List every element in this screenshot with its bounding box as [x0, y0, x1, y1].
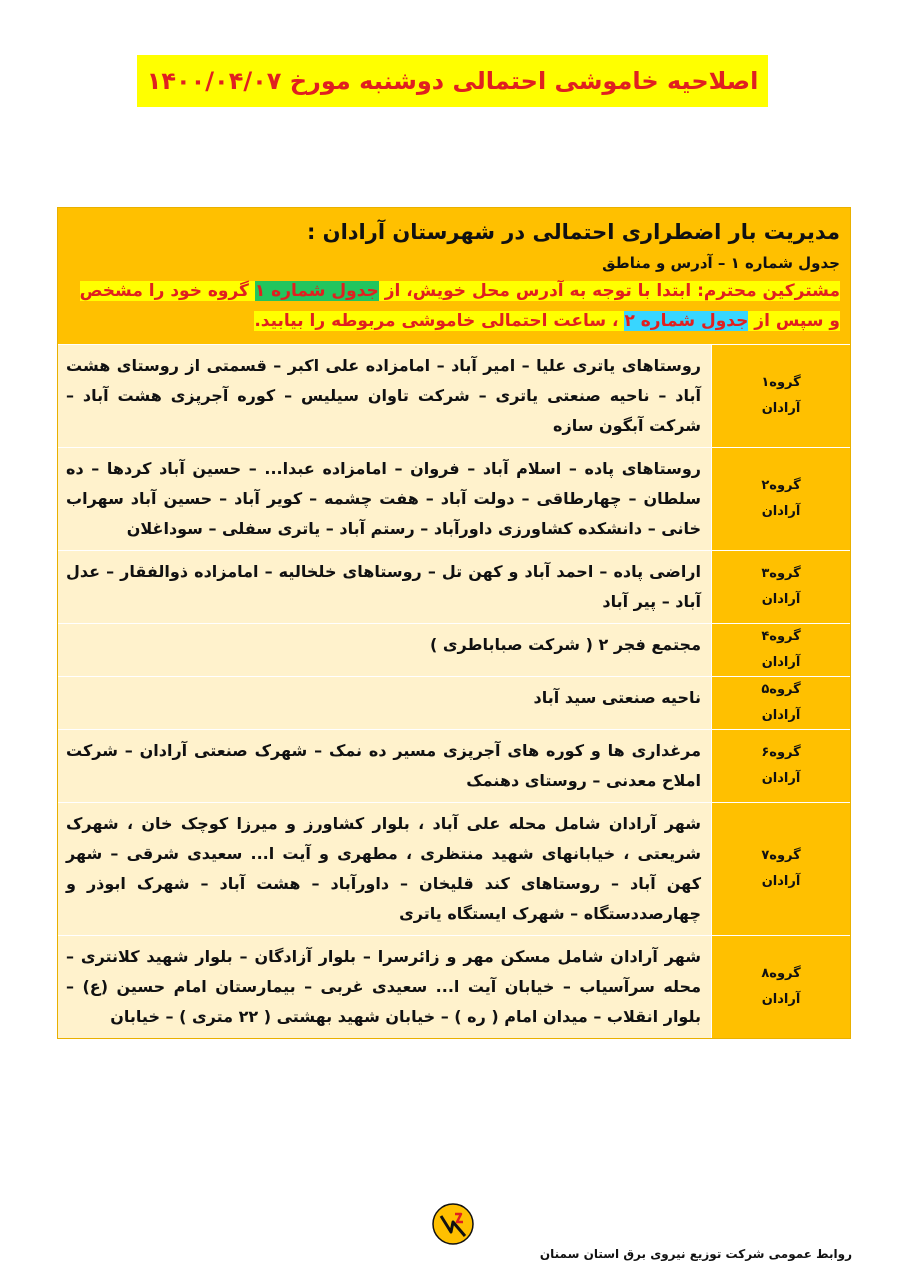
group-cell: [711, 345, 850, 447]
group-city: آرادان: [761, 401, 801, 416]
group-city: آرادان: [761, 655, 801, 670]
areas-cell: ناحیه صنعتی سید آباد: [58, 677, 711, 729]
table-row: [58, 550, 850, 623]
areas-cell: شهر آرادان شامل مسکن مهر و زائرسرا – بلوار آزادگان – بلوار شهید کلانتری – محله سرآسیاب – خیابان آیت ا... سعیدی غربی – بیمارستان امام حسین (ع) – بلوار انقلاب – میدان امام ( ره ) – خیابان شهید بهشتی ( ۲۲ متری ) – خیابان: [58, 936, 711, 1038]
areas-cell: روستاهای یاتری علیا – امیر آباد – امامزاده علی اکبر – قسمتی از روستای هشت آباد – ناحیه صنعتی یاتری – شرکت تاوان سیلیس – کوره آجرپزی هشت آباد – شرکت آبگون سازه: [58, 345, 711, 447]
table-row: [58, 447, 850, 550]
group-city: آرادان: [761, 708, 801, 723]
group-label: گروه۱: [761, 375, 801, 390]
group-label: گروه۲: [761, 478, 801, 493]
group-label: گروه۴: [761, 629, 801, 644]
table-header: [58, 208, 850, 344]
group-cell: [711, 730, 850, 802]
logo-wrap: [423, 1202, 475, 1250]
table-row: [58, 935, 850, 1038]
table-row: [58, 344, 850, 447]
table-heading: مدیریت بار اضطراری احتمالی در شهرستان آرادان :: [306, 220, 840, 244]
table-subheading: جدول شماره ۱ – آدرس و مناطق: [602, 254, 840, 272]
table-row: [58, 802, 850, 935]
page-title: اصلاحیه خاموشی احتمالی دوشنبه مورخ ۱۴۰۰/۰۴/۰۷: [137, 55, 769, 107]
group-city: آرادان: [761, 992, 801, 1007]
title-wrap: [0, 55, 905, 107]
areas-cell: شهر آرادان شامل محله علی آباد ، بلوار کشاورز و میرزا کوچک خان ، شهرک شریعتی ، خیابانهای شهید منتظری ، مطهری و آیت ا... سعیدی شرقی – شهر کهن آباد – روستاهای کند قلیخان – داورآباد – هشت آباد – شهرک ابوذر و چهارصددستگاه – شهرک ایستگاه یاتری: [58, 803, 711, 935]
areas-cell: مرغداری ها و کوره های آجرپزی مسیر ده نمک – شهرک صنعتی آرادان – شرکت املاح معدنی – روستای دهنمک: [58, 730, 711, 802]
areas-cell: روستاهای پاده – اسلام آباد – فروان – امامزاده عبدا... – حسین آباد کردها – ده سلطان – چهارطاقی – دولت آباد – هفت چشمه – کویر آباد – حسین آباد سهراب خانی – دانشکده کشاورزی داورآباد – رستم آباد – یاتری سفلی – سوداغلان: [58, 448, 711, 550]
group-city: آرادان: [761, 874, 801, 889]
outage-table: [57, 207, 851, 1039]
group-city: آرادان: [761, 504, 801, 519]
group-cell: [711, 448, 850, 550]
group-label: گروه۳: [761, 566, 801, 581]
electricity-logo-icon: [431, 1202, 475, 1246]
group-cell: [711, 803, 850, 935]
notice-text: [68, 276, 840, 336]
table-row: [58, 729, 850, 802]
areas-cell: مجتمع فجر ۲ ( شرکت صباباطری ): [58, 624, 711, 676]
group-cell: [711, 936, 850, 1038]
table-row: [58, 676, 850, 729]
group-label: گروه۸: [761, 966, 801, 981]
group-cell: [711, 677, 850, 729]
group-city: آرادان: [761, 771, 801, 786]
group-label: گروه۷: [761, 848, 801, 863]
notice-part2: گروه خود را مشخص و سپس از: [79, 281, 840, 331]
group-cell: [711, 624, 850, 676]
notice-highlight-table1: جدول شماره ۱: [254, 281, 379, 301]
footer-text: روابط عمومی شرکت توزیع نیروی برق استان سمنان: [539, 1247, 852, 1261]
group-label: گروه۵: [761, 682, 801, 697]
footer: [540, 1246, 860, 1262]
notice-part1: مشترکین محترم: ابتدا با توجه به آدرس محل خویش، از: [378, 281, 840, 301]
group-label: گروه۶: [761, 745, 801, 760]
table-row: [58, 623, 850, 676]
notice-highlight-table2: جدول شماره ۲: [624, 311, 749, 331]
areas-cell: اراضی پاده – احمد آباد و کهن تل – روستاهای خلخالیه – امامزاده ذوالفقار – عدل آباد – پیر آباد: [58, 551, 711, 623]
group-cell: [711, 551, 850, 623]
notice-part3: ، ساعت احتمالی خاموشی مربوطه را بیابید.: [254, 311, 625, 331]
group-city: آرادان: [761, 592, 801, 607]
